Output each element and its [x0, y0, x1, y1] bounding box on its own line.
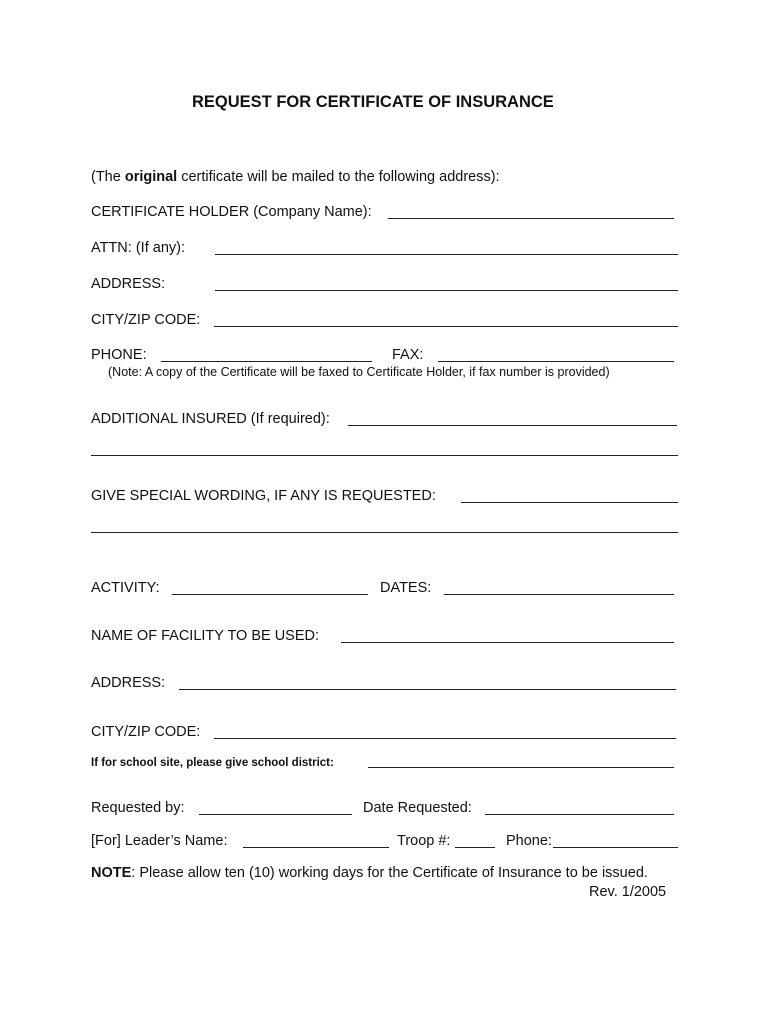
special-wording-label: GIVE SPECIAL WORDING, IF ANY IS REQUESTED:: [91, 488, 436, 504]
date-requested-field[interactable]: [485, 814, 674, 815]
troop-field[interactable]: [455, 847, 495, 848]
intro-suffix: certificate will be mailed to the following address):: [177, 169, 500, 185]
facility-address-field[interactable]: [179, 689, 676, 690]
form-title: REQUEST FOR CERTIFICATE OF INSURANCE: [192, 93, 554, 111]
phone2-label: Phone:: [506, 833, 552, 849]
leader-name-field[interactable]: [243, 847, 389, 848]
attn-label: ATTN: (If any):: [91, 240, 185, 256]
additional-insured-field-2[interactable]: [91, 455, 678, 456]
troop-label: Troop #:: [397, 833, 451, 849]
phone-label: PHONE:: [91, 347, 147, 363]
fax-note: (Note: A copy of the Certificate will be faxed to Certificate Holder, if fax number is provided): [108, 365, 610, 379]
requested-by-label: Requested by:: [91, 800, 185, 816]
address-label: ADDRESS:: [91, 276, 166, 292]
leader-name-label: [For] Leader’s Name:: [91, 833, 228, 849]
school-district-field[interactable]: [368, 767, 674, 768]
special-wording-field[interactable]: [461, 502, 678, 503]
facility-city-zip-label: CITY/ZIP CODE:: [91, 724, 201, 740]
school-district-label: If for school site, please give school district:: [91, 757, 334, 769]
intro-text: [91, 169, 500, 185]
facility-name-field[interactable]: [341, 642, 674, 643]
intro-prefix: (The: [91, 169, 125, 185]
note-body: : Please allow ten (10) working days for the Certificate of Insurance to be issued.: [131, 865, 648, 881]
facility-city-zip-field[interactable]: [214, 738, 676, 739]
activity-field[interactable]: [172, 594, 368, 595]
date-requested-label: Date Requested:: [363, 800, 472, 816]
fax-label: FAX:: [392, 347, 424, 363]
city-zip-label: CITY/ZIP CODE:: [91, 312, 201, 328]
phone-field[interactable]: [161, 361, 372, 362]
certificate-holder-field[interactable]: [388, 218, 674, 219]
city-zip-field[interactable]: [214, 326, 678, 327]
additional-insured-label: ADDITIONAL INSURED (If required):: [91, 411, 330, 427]
address-field[interactable]: [215, 290, 678, 291]
certificate-holder-label: CERTIFICATE HOLDER (Company Name):: [91, 204, 372, 220]
facility-name-label: NAME OF FACILITY TO BE USED:: [91, 628, 320, 644]
facility-address-label: ADDRESS:: [91, 675, 166, 691]
activity-label: ACTIVITY:: [91, 580, 160, 596]
fax-field[interactable]: [438, 361, 674, 362]
note-text: [91, 865, 648, 881]
phone2-field[interactable]: [553, 847, 678, 848]
note-label: NOTE: [91, 865, 132, 881]
additional-insured-field[interactable]: [348, 425, 677, 426]
intro-bold: original: [124, 169, 178, 185]
attn-field[interactable]: [215, 254, 678, 255]
requested-by-field[interactable]: [199, 814, 352, 815]
dates-field[interactable]: [444, 594, 674, 595]
dates-label: DATES:: [380, 580, 432, 596]
revision-label: Rev. 1/2005: [589, 884, 667, 900]
special-wording-field-2[interactable]: [91, 532, 678, 533]
